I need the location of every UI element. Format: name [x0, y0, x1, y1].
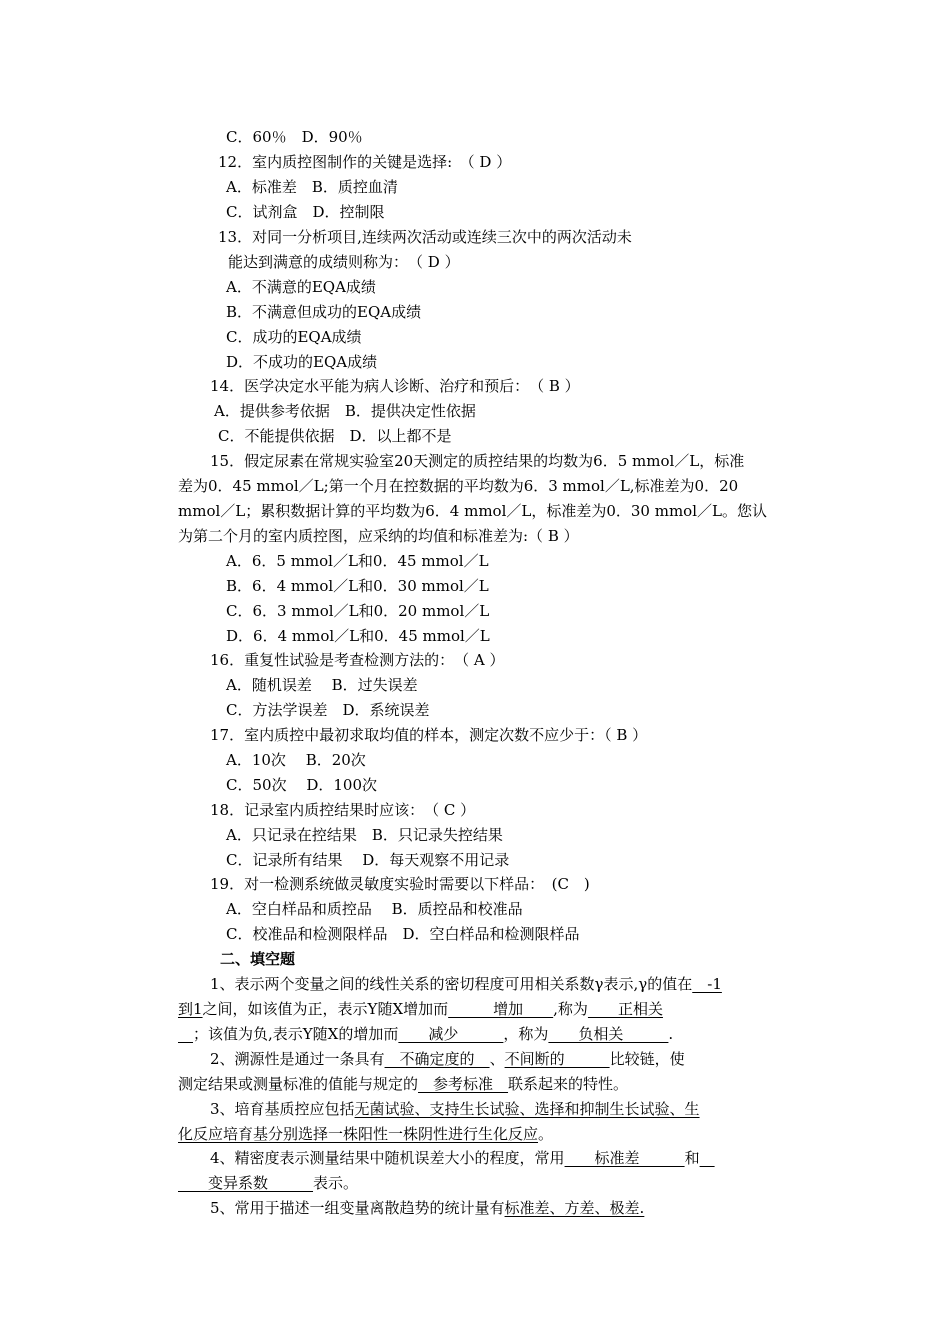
f5-line1: [210, 1198, 644, 1218]
q15-option-a: A．6．5 mmol／L和0．45 mmol／L: [226, 552, 489, 570]
q13-option-d: D．不成功的EQA成绩: [226, 353, 378, 371]
q18-options-cd: C．记录所有结果 D．每天观察不用记录: [226, 851, 510, 869]
f1-answer-range: 到1: [178, 1000, 203, 1018]
q15-option-b: B．6．4 mmol／L和0．30 mmol／L: [226, 577, 489, 595]
q13-stem-line1: 13．对同一分析项目,连续两次活动或连续三次中的两次活动未: [218, 228, 632, 246]
q15-stem-line4: 为第二个月的室内质控图，应采纳的均值和标准差为:（ B ）: [178, 527, 579, 545]
f2-line2: [178, 1074, 628, 1094]
q11-options-cd: C．60％ D．90％: [226, 128, 363, 146]
f4-text: 和: [684, 1149, 700, 1167]
q15-stem-line2: 差为0．45 mmol／L;第一个月在控数据的平均数为6．3 mmol／L,标准差为0．20: [178, 477, 739, 495]
q12-options-cd: C．试剂盒 D．控制限: [226, 203, 385, 221]
q16-options-cd: C．方法学误差 D．系统误差: [226, 701, 430, 719]
q19-options-cd: C．校准品和检测限样品 D．空白样品和检测限样品: [226, 925, 580, 943]
f1-line2: [178, 999, 663, 1019]
q18-stem: 18．记录室内质控结果时应该： （ C ）: [210, 801, 476, 819]
q18-options-ab: A．只记录在控结果 B．只记录失控结果: [226, 826, 503, 844]
q13-option-a: A．不满意的EQA成绩: [226, 278, 376, 296]
section2-heading: 二、填空题: [220, 950, 296, 968]
f4-text: 4、精密度表示测量结果中随机误差大小的程度，常用: [210, 1149, 565, 1167]
f1-answer-decrease: 减少: [398, 1025, 504, 1043]
f3-line2: [178, 1124, 553, 1144]
f2-text: 测定结果或测量标准的值能与规定的: [178, 1075, 419, 1093]
f2-text: 、: [489, 1050, 505, 1068]
f2-text: 2、溯源性是通过一条具有: [210, 1050, 385, 1068]
f1-text: ,称为: [553, 1000, 588, 1018]
f2-answer-unbroken: 不间断的: [504, 1050, 610, 1068]
q17-stem: 17．室内质控中最初求取均值的样本，测定次数不应少于：（ B ）: [210, 726, 648, 744]
q15-option-c: C．6．3 mmol／L和0．20 mmol／L: [226, 602, 490, 620]
f2-line1: [210, 1049, 685, 1069]
f2-answer-reference: 参考标准: [418, 1075, 509, 1093]
f5-text: 5、常用于描述一组变量离散趋势的统计量有: [210, 1199, 505, 1217]
f2-text: 联系起来的特性。: [508, 1075, 629, 1093]
f4-line2: [178, 1173, 358, 1193]
f3-text: 。: [538, 1125, 554, 1143]
q19-stem: 19．对一检测系统做灵敏度实验时需要以下样品： (C ): [210, 875, 590, 893]
f5-answer: 标准差、方差、极差.: [504, 1199, 645, 1217]
q14-options-cd: C．不能提供依据 D．以上都不是: [218, 427, 452, 445]
q14-options-ab: A．提供参考依据 B．提供决定性依据: [214, 402, 476, 420]
q15-stem-line3: mmol／L；累积数据计算的平均数为6．4 mmol／L，标准差为0．30 mmol／L。您认: [178, 502, 767, 520]
q17-options-cd: C．50次 D．100次: [226, 776, 377, 794]
f2-text: 比较链，使: [609, 1050, 685, 1068]
f4-line1: [210, 1148, 715, 1168]
q12-stem: 12．室内质控图制作的关键是选择: （ D ）: [218, 153, 512, 171]
f2-answer-uncertainty: 不确定度的: [384, 1050, 490, 1068]
q13-stem-line2: 能达到满意的成绩则称为： （ D ）: [228, 253, 460, 271]
f1-text: ，称为: [503, 1025, 549, 1043]
f1-text: 之间，如该值为正，表示Y随X增加而: [202, 1000, 449, 1018]
f3-answer: 化反应培育基分别选择一株阳性一株阴性进行生化反应: [178, 1125, 539, 1143]
f1-line3: [178, 1024, 673, 1044]
q13-option-b: B．不满意但成功的EQA成绩: [226, 303, 422, 321]
q16-stem: 16．重复性试验是考查检测方法的： （ A ）: [210, 651, 505, 669]
q12-options-ab: A．标准差 B．质控血清: [226, 178, 398, 196]
f1-answer-positive: [178, 1025, 193, 1043]
f4-answer-cv: [700, 1149, 715, 1167]
f4-answer-cv: 变异系数: [178, 1174, 314, 1192]
f1-answer-range: -1: [692, 975, 722, 993]
f1-answer-increase: 增加: [448, 1000, 554, 1018]
q19-options-ab: A．空白样品和质控品 B．质控品和校准品: [226, 900, 523, 918]
f3-answer: 无菌试验、支持生长试验、选择和抑制生长试验、生: [354, 1100, 700, 1118]
f1-line1: [210, 974, 722, 994]
q15-option-d: D．6．4 mmol／L和0．45 mmol／L: [226, 627, 490, 645]
f1-text: 1、表示两个变量之间的线性关系的密切程度可用相关系数γ表示,γ的值在: [210, 975, 693, 993]
f1-text: ；该值为负,表示Y随X的增加而: [193, 1025, 399, 1043]
f1-text: .: [668, 1025, 674, 1043]
f4-text: 表示。: [313, 1174, 359, 1192]
q16-options-ab: A．随机误差 B．过失误差: [226, 676, 418, 694]
q14-stem: 14．医学决定水平能为病人诊断、治疗和预后： （ B ）: [210, 377, 580, 395]
f1-answer-positive: 正相关: [587, 1000, 663, 1018]
q15-stem-line1: 15．假定尿素在常规实验室20天测定的质控结果的均数为6．5 mmol／L，标准: [210, 452, 745, 470]
f3-line1: [210, 1099, 700, 1119]
f1-answer-negative: 负相关: [548, 1025, 669, 1043]
f3-text: 3、培育基质控应包括: [210, 1100, 355, 1118]
q17-options-ab: A．10次 B．20次: [226, 751, 366, 769]
q13-option-c: C．成功的EQA成绩: [226, 328, 362, 346]
f4-answer-sd: 标准差: [564, 1149, 685, 1167]
